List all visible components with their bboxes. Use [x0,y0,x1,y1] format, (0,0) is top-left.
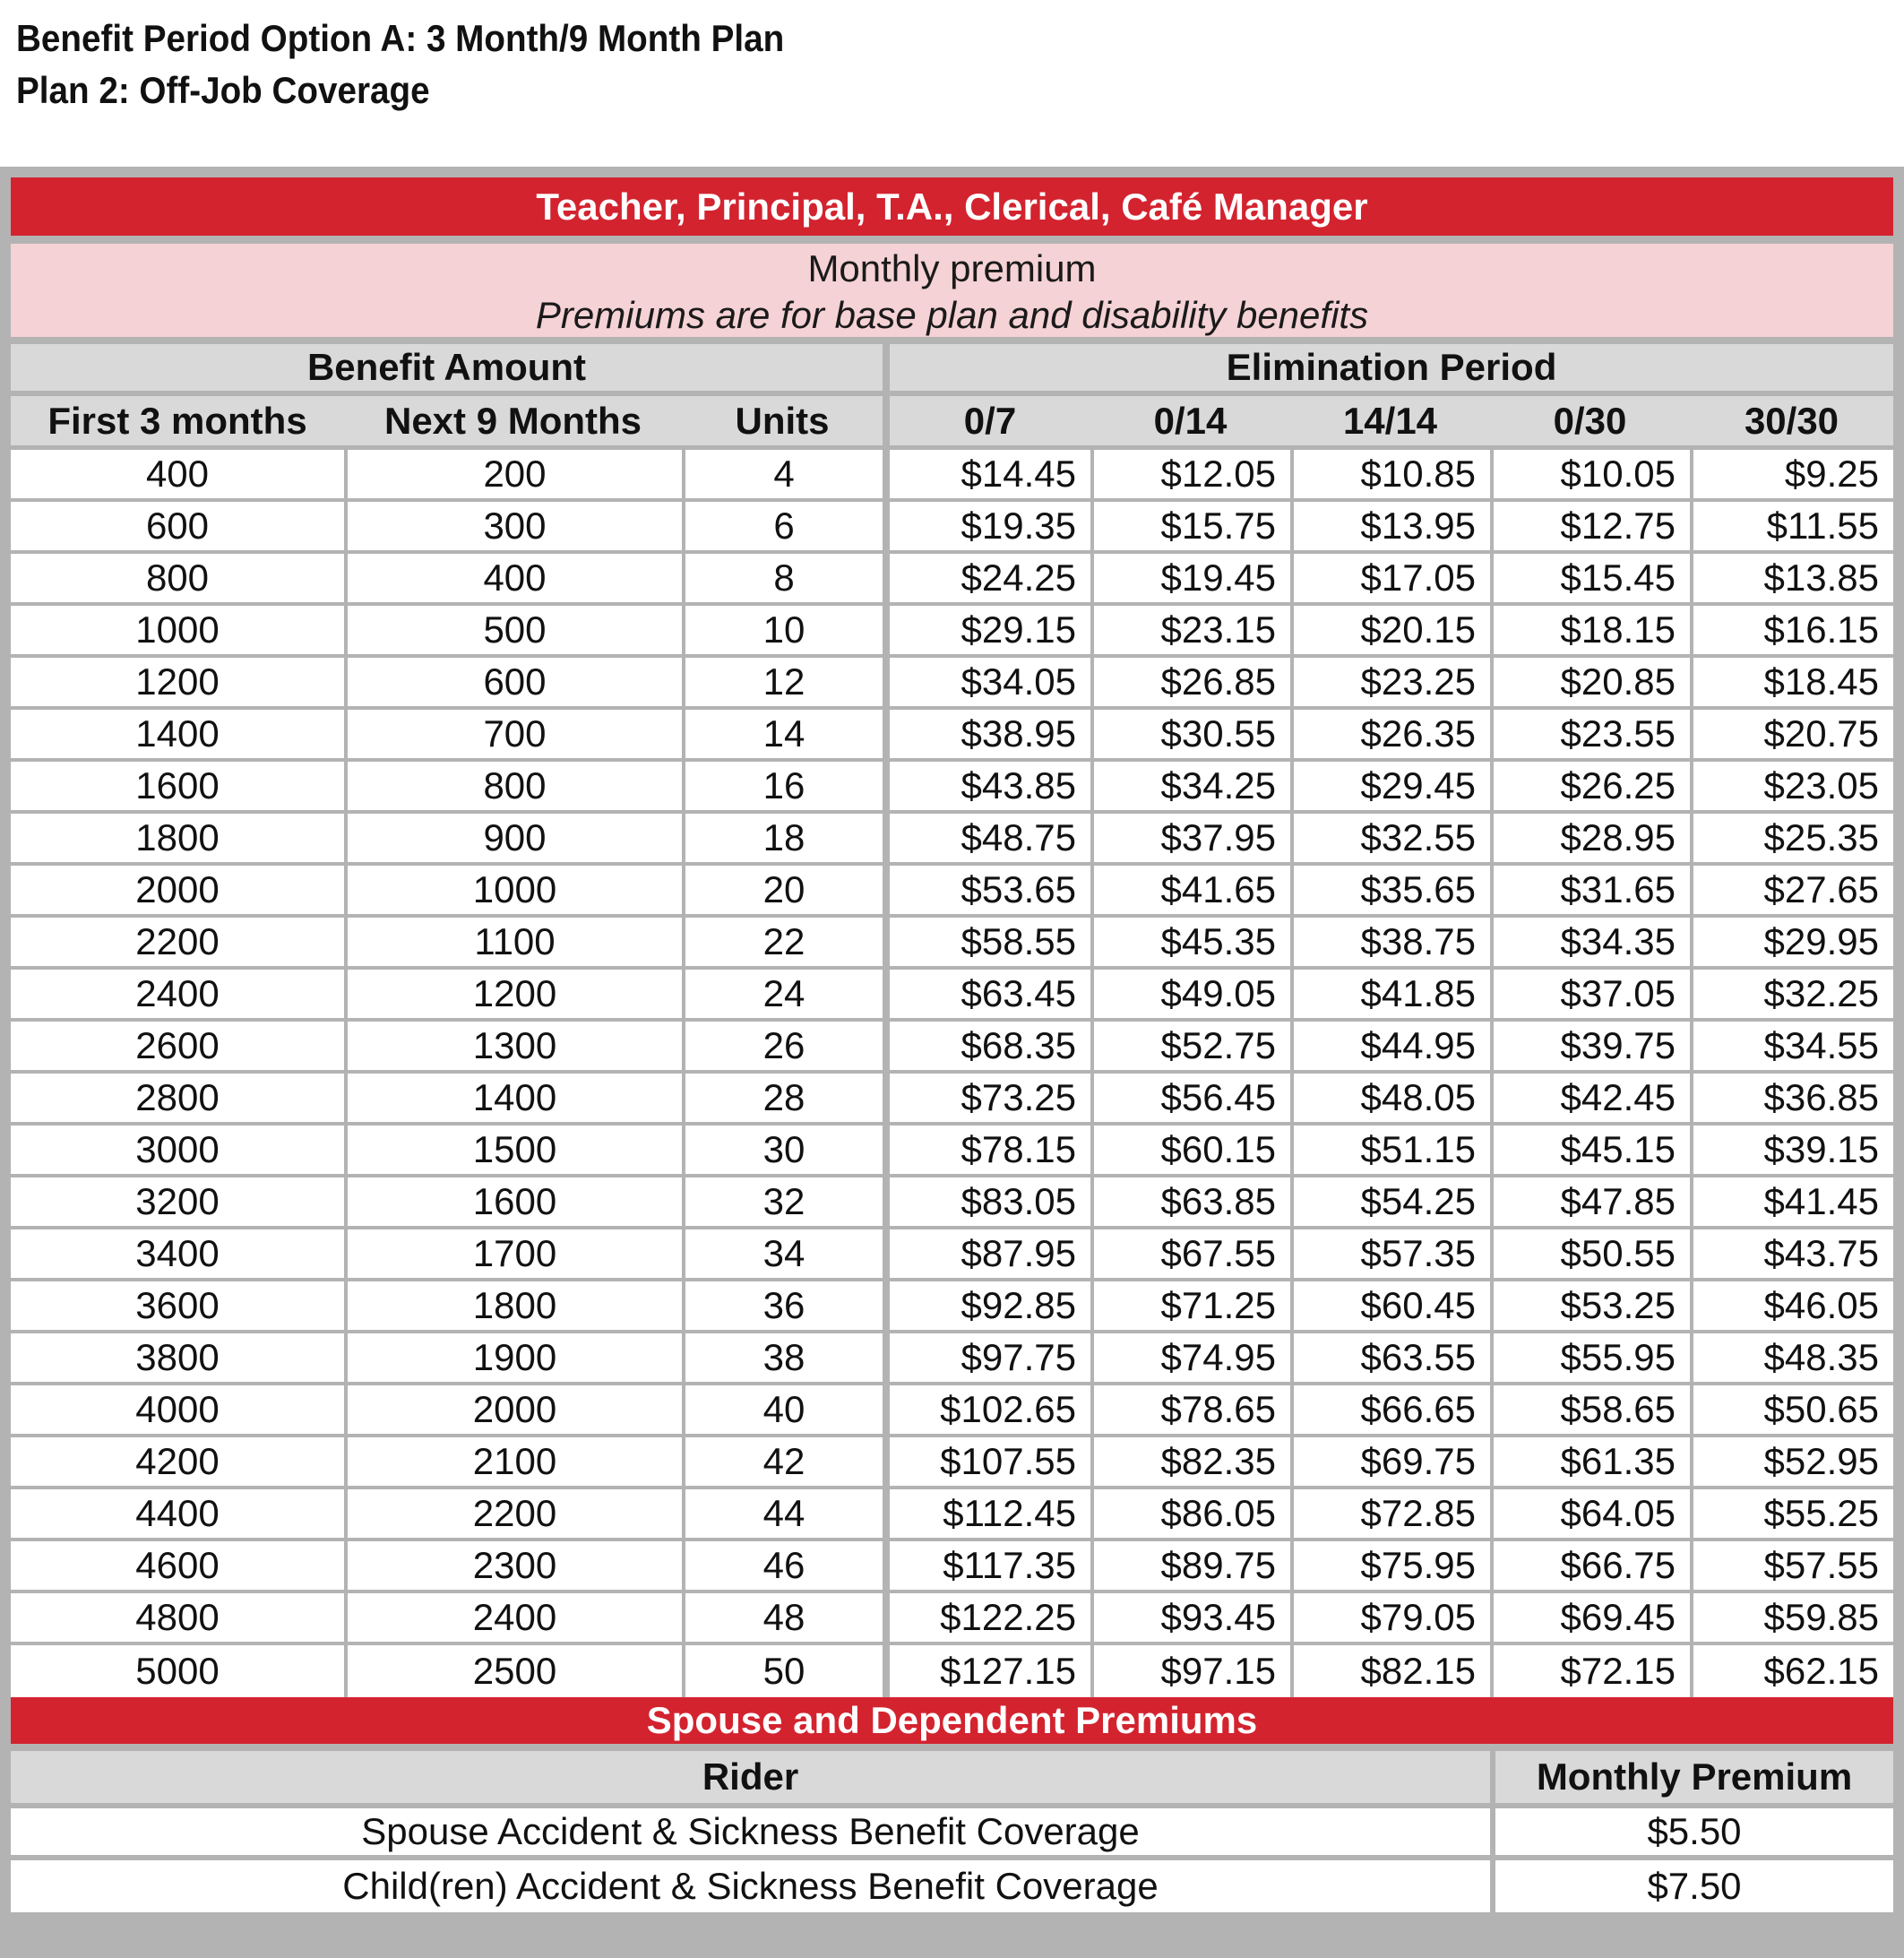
premium-cell: $47.85 [1490,1177,1690,1229]
table-row [11,606,1893,658]
benefit-cell: 2400 [11,970,344,1022]
premium-cell: $60.15 [1090,1126,1290,1177]
group-header-row [11,344,1893,396]
premium-cell: $62.15 [1690,1645,1893,1697]
benefit-cell: 32 [682,1177,883,1229]
benefit-cell: 6 [682,502,883,554]
premium-cell: $57.55 [1690,1541,1893,1593]
premium-cell: $63.45 [883,970,1090,1022]
rider-name: Child(ren) Accident & Sickness Benefit Coverage [11,1860,1490,1912]
title-row [11,177,1893,244]
rider-header-row [11,1751,1893,1808]
premium-cell: $66.75 [1490,1541,1690,1593]
premium-column-header: Monthly Premium [1490,1751,1893,1808]
premium-cell: $42.45 [1490,1074,1690,1126]
premium-cell: $86.05 [1090,1489,1290,1541]
table-row [11,554,1893,606]
premium-cell: $53.65 [883,866,1090,918]
premium-cell: $44.95 [1290,1022,1490,1074]
plan-subtitle: Plan 2: Off-Job Coverage [16,69,430,111]
table-row [11,1126,1893,1177]
premium-cell: $112.45 [883,1489,1090,1541]
premium-cell: $20.75 [1690,710,1893,762]
premium-cell: $20.85 [1490,658,1690,710]
premium-cell: $16.15 [1690,606,1893,658]
table-row [11,450,1893,502]
premium-cell: $59.85 [1690,1593,1893,1645]
premium-cell: $34.05 [883,658,1090,710]
premium-cell: $34.55 [1690,1022,1893,1074]
premium-cell: $55.25 [1690,1489,1893,1541]
premium-cell: $27.65 [1690,866,1893,918]
premium-cell: $18.45 [1690,658,1893,710]
table-row [11,1645,1893,1697]
premium-cell: $50.55 [1490,1229,1690,1281]
premium-cell: $35.65 [1290,866,1490,918]
premium-cell: $50.65 [1690,1385,1893,1437]
benefit-cell: 24 [682,970,883,1022]
benefit-cell: 600 [11,502,344,554]
table-row [11,502,1893,554]
premium-cell: $127.15 [883,1645,1090,1697]
benefit-cell: 2600 [11,1022,344,1074]
premium-cell: $15.75 [1090,502,1290,554]
benefit-cell: 18 [682,814,883,866]
benefit-cell: 400 [11,450,344,502]
premium-cell: $60.45 [1290,1281,1490,1333]
benefit-cell: 4800 [11,1593,344,1645]
subtitle-row [11,244,1893,294]
premium-cell: $82.35 [1090,1437,1290,1489]
premium-cell: $45.35 [1090,918,1290,970]
premium-cell: $48.05 [1290,1074,1490,1126]
spouse-title-row [11,1697,1893,1751]
benefit-cell: 2300 [344,1541,682,1593]
table-row [11,866,1893,918]
premium-cell: $97.15 [1090,1645,1290,1697]
benefit-cell: 3600 [11,1281,344,1333]
premium-cell: $82.15 [1290,1645,1490,1697]
premium-cell: $83.05 [883,1177,1090,1229]
premium-cell: $36.85 [1690,1074,1893,1126]
benefit-cell: 34 [682,1229,883,1281]
column-header: 0/30 [1490,396,1690,450]
group-elimination-period: Elimination Period [883,344,1893,396]
premium-cell: $32.55 [1290,814,1490,866]
table-note: Premiums are for base plan and disability benefits [11,294,1893,344]
premium-cell: $41.65 [1090,866,1290,918]
premium-cell: $56.45 [1090,1074,1290,1126]
premium-cell: $52.95 [1690,1437,1893,1489]
document-heading [16,13,851,116]
benefit-cell: 1600 [344,1177,682,1229]
benefit-cell: 1800 [344,1281,682,1333]
premium-cell: $63.85 [1090,1177,1290,1229]
column-header: 14/14 [1290,396,1490,450]
premium-cell: $45.15 [1490,1126,1690,1177]
premium-cell: $58.55 [883,918,1090,970]
premium-cell: $53.25 [1490,1281,1690,1333]
benefit-cell: 2100 [344,1437,682,1489]
rider-premium: $5.50 [1490,1808,1893,1860]
benefit-cell: 1700 [344,1229,682,1281]
premium-cell: $67.55 [1090,1229,1290,1281]
column-header: 0/7 [883,396,1090,450]
premium-cell: $92.85 [883,1281,1090,1333]
premium-cell: $29.15 [883,606,1090,658]
table-row [11,1489,1893,1541]
rider-column-header: Rider [11,1751,1490,1808]
benefit-cell: 36 [682,1281,883,1333]
premium-cell: $26.35 [1290,710,1490,762]
benefit-cell: 4600 [11,1541,344,1593]
benefit-cell: 4400 [11,1489,344,1541]
benefit-cell: 50 [682,1645,883,1697]
table-title: Teacher, Principal, T.A., Clerical, Café Manager [11,177,1893,244]
premium-cell: $66.65 [1290,1385,1490,1437]
benefit-cell: 3400 [11,1229,344,1281]
premium-cell: $15.45 [1490,554,1690,606]
premium-cell: $49.05 [1090,970,1290,1022]
benefit-cell: 20 [682,866,883,918]
premium-cell: $23.55 [1490,710,1690,762]
premium-cell: $48.75 [883,814,1090,866]
benefit-cell: 42 [682,1437,883,1489]
premium-cell: $122.25 [883,1593,1090,1645]
benefit-cell: 4 [682,450,883,502]
benefit-cell: 3000 [11,1126,344,1177]
benefit-cell: 1300 [344,1022,682,1074]
column-header: Units [682,396,883,450]
premium-cell: $78.65 [1090,1385,1290,1437]
benefit-cell: 2500 [344,1645,682,1697]
premium-cell: $72.85 [1290,1489,1490,1541]
premium-cell: $51.15 [1290,1126,1490,1177]
column-header: First 3 months [11,396,344,450]
benefit-cell: 900 [344,814,682,866]
benefit-cell: 44 [682,1489,883,1541]
premium-cell: $68.35 [883,1022,1090,1074]
premium-cell: $23.05 [1690,762,1893,814]
benefit-cell: 2800 [11,1074,344,1126]
premium-cell: $29.95 [1690,918,1893,970]
table-row [11,1593,1893,1645]
column-header-row [11,396,1893,450]
premium-cell: $72.15 [1490,1645,1690,1697]
premium-cell: $32.25 [1690,970,1893,1022]
premium-cell: $79.05 [1290,1593,1490,1645]
premium-cell: $29.45 [1290,762,1490,814]
rider-name: Spouse Accident & Sickness Benefit Coverage [11,1808,1490,1860]
table-row [11,1437,1893,1489]
premium-cell: $57.35 [1290,1229,1490,1281]
table-row [11,1385,1893,1437]
premium-cell: $46.05 [1690,1281,1893,1333]
benefit-cell: 1500 [344,1126,682,1177]
benefit-cell: 200 [344,450,682,502]
premium-cell: $78.15 [883,1126,1090,1177]
column-header: Next 9 Months [344,396,682,450]
benefit-cell: 1000 [11,606,344,658]
benefit-cell: 38 [682,1333,883,1385]
premium-cell: $17.05 [1290,554,1490,606]
premium-cell: $38.75 [1290,918,1490,970]
benefit-cell: 48 [682,1593,883,1645]
table-row [11,814,1893,866]
benefit-cell: 1400 [344,1074,682,1126]
rate-table [11,177,1893,1912]
premium-cell: $37.05 [1490,970,1690,1022]
spouse-section-title: Spouse and Dependent Premiums [11,1697,1893,1751]
table-row [11,1229,1893,1281]
benefit-cell: 5000 [11,1645,344,1697]
premium-cell: $52.75 [1090,1022,1290,1074]
benefit-cell: 40 [682,1385,883,1437]
premium-cell: $64.05 [1490,1489,1690,1541]
premium-cell: $55.95 [1490,1333,1690,1385]
benefit-cell: 22 [682,918,883,970]
premium-cell: $37.95 [1090,814,1290,866]
premium-cell: $39.15 [1690,1126,1893,1177]
benefit-cell: 700 [344,710,682,762]
rider-row [11,1860,1893,1912]
premium-cell: $54.25 [1290,1177,1490,1229]
benefit-cell: 2200 [344,1489,682,1541]
premium-cell: $18.15 [1490,606,1690,658]
premium-cell: $12.75 [1490,502,1690,554]
premium-cell: $43.75 [1690,1229,1893,1281]
premium-cell: $38.95 [883,710,1090,762]
premium-cell: $34.25 [1090,762,1290,814]
benefit-cell: 800 [11,554,344,606]
table-row [11,710,1893,762]
benefit-cell: 3800 [11,1333,344,1385]
premium-cell: $39.75 [1490,1022,1690,1074]
rider-row [11,1808,1893,1860]
premium-cell: $107.55 [883,1437,1090,1489]
table-row [11,762,1893,814]
premium-cell: $58.65 [1490,1385,1690,1437]
premium-cell: $41.85 [1290,970,1490,1022]
table-row [11,1022,1893,1074]
table-row [11,658,1893,710]
benefit-cell: 1400 [11,710,344,762]
benefit-cell: 2000 [11,866,344,918]
column-header: 30/30 [1690,396,1893,450]
benefit-cell: 10 [682,606,883,658]
benefit-cell: 1900 [344,1333,682,1385]
benefit-cell: 8 [682,554,883,606]
premium-cell: $63.55 [1290,1333,1490,1385]
benefit-cell: 300 [344,502,682,554]
premium-cell: $11.55 [1690,502,1893,554]
premium-cell: $102.65 [883,1385,1090,1437]
premium-cell: $23.25 [1290,658,1490,710]
table-subtitle: Monthly premium [11,244,1893,294]
benefit-cell: 26 [682,1022,883,1074]
premium-cell: $97.75 [883,1333,1090,1385]
premium-cell: $23.15 [1090,606,1290,658]
premium-cell: $25.35 [1690,814,1893,866]
benefit-cell: 800 [344,762,682,814]
table-row [11,1333,1893,1385]
benefit-cell: 4200 [11,1437,344,1489]
premium-cell: $73.25 [883,1074,1090,1126]
benefit-cell: 600 [344,658,682,710]
premium-cell: $87.95 [883,1229,1090,1281]
table-row [11,1074,1893,1126]
premium-cell: $93.45 [1090,1593,1290,1645]
table-row [11,970,1893,1022]
column-header: 0/14 [1090,396,1290,450]
benefit-cell: 16 [682,762,883,814]
benefit-cell: 1600 [11,762,344,814]
premium-cell: $31.65 [1490,866,1690,918]
benefit-cell: 28 [682,1074,883,1126]
premium-cell: $48.35 [1690,1333,1893,1385]
premium-cell: $24.25 [883,554,1090,606]
benefit-cell: 2200 [11,918,344,970]
premium-cell: $19.45 [1090,554,1290,606]
benefit-cell: 3200 [11,1177,344,1229]
premium-cell: $43.85 [883,762,1090,814]
benefit-cell: 12 [682,658,883,710]
benefit-cell: 1100 [344,918,682,970]
group-benefit-amount: Benefit Amount [11,344,883,396]
rate-table-frame [0,167,1904,1958]
premium-cell: $61.35 [1490,1437,1690,1489]
table-row [11,1281,1893,1333]
premium-cell: $19.35 [883,502,1090,554]
benefit-cell: 2400 [344,1593,682,1645]
premium-cell: $71.25 [1090,1281,1290,1333]
premium-cell: $26.25 [1490,762,1690,814]
premium-cell: $10.85 [1290,450,1490,502]
table-row [11,1177,1893,1229]
premium-cell: $14.45 [883,450,1090,502]
premium-cell: $69.45 [1490,1593,1690,1645]
table-row [11,918,1893,970]
benefit-cell: 1800 [11,814,344,866]
rider-premium: $7.50 [1490,1860,1893,1912]
premium-cell: $74.95 [1090,1333,1290,1385]
premium-cell: $34.35 [1490,918,1690,970]
benefit-cell: 2000 [344,1385,682,1437]
premium-cell: $10.05 [1490,450,1690,502]
premium-cell: $12.05 [1090,450,1290,502]
benefit-cell: 400 [344,554,682,606]
benefit-cell: 1000 [344,866,682,918]
premium-cell: $117.35 [883,1541,1090,1593]
premium-cell: $26.85 [1090,658,1290,710]
premium-cell: $20.15 [1290,606,1490,658]
premium-cell: $9.25 [1690,450,1893,502]
note-row [11,294,1893,344]
premium-cell: $69.75 [1290,1437,1490,1489]
benefit-cell: 30 [682,1126,883,1177]
premium-cell: $13.95 [1290,502,1490,554]
benefit-cell: 1200 [344,970,682,1022]
benefit-cell: 4000 [11,1385,344,1437]
benefit-cell: 1200 [11,658,344,710]
premium-cell: $89.75 [1090,1541,1290,1593]
premium-cell: $28.95 [1490,814,1690,866]
plan-title: Benefit Period Option A: 3 Month/9 Month Plan [16,17,785,59]
benefit-cell: 14 [682,710,883,762]
benefit-cell: 46 [682,1541,883,1593]
benefit-cell: 500 [344,606,682,658]
table-row [11,1541,1893,1593]
premium-cell: $41.45 [1690,1177,1893,1229]
premium-cell: $30.55 [1090,710,1290,762]
premium-cell: $13.85 [1690,554,1893,606]
premium-cell: $75.95 [1290,1541,1490,1593]
